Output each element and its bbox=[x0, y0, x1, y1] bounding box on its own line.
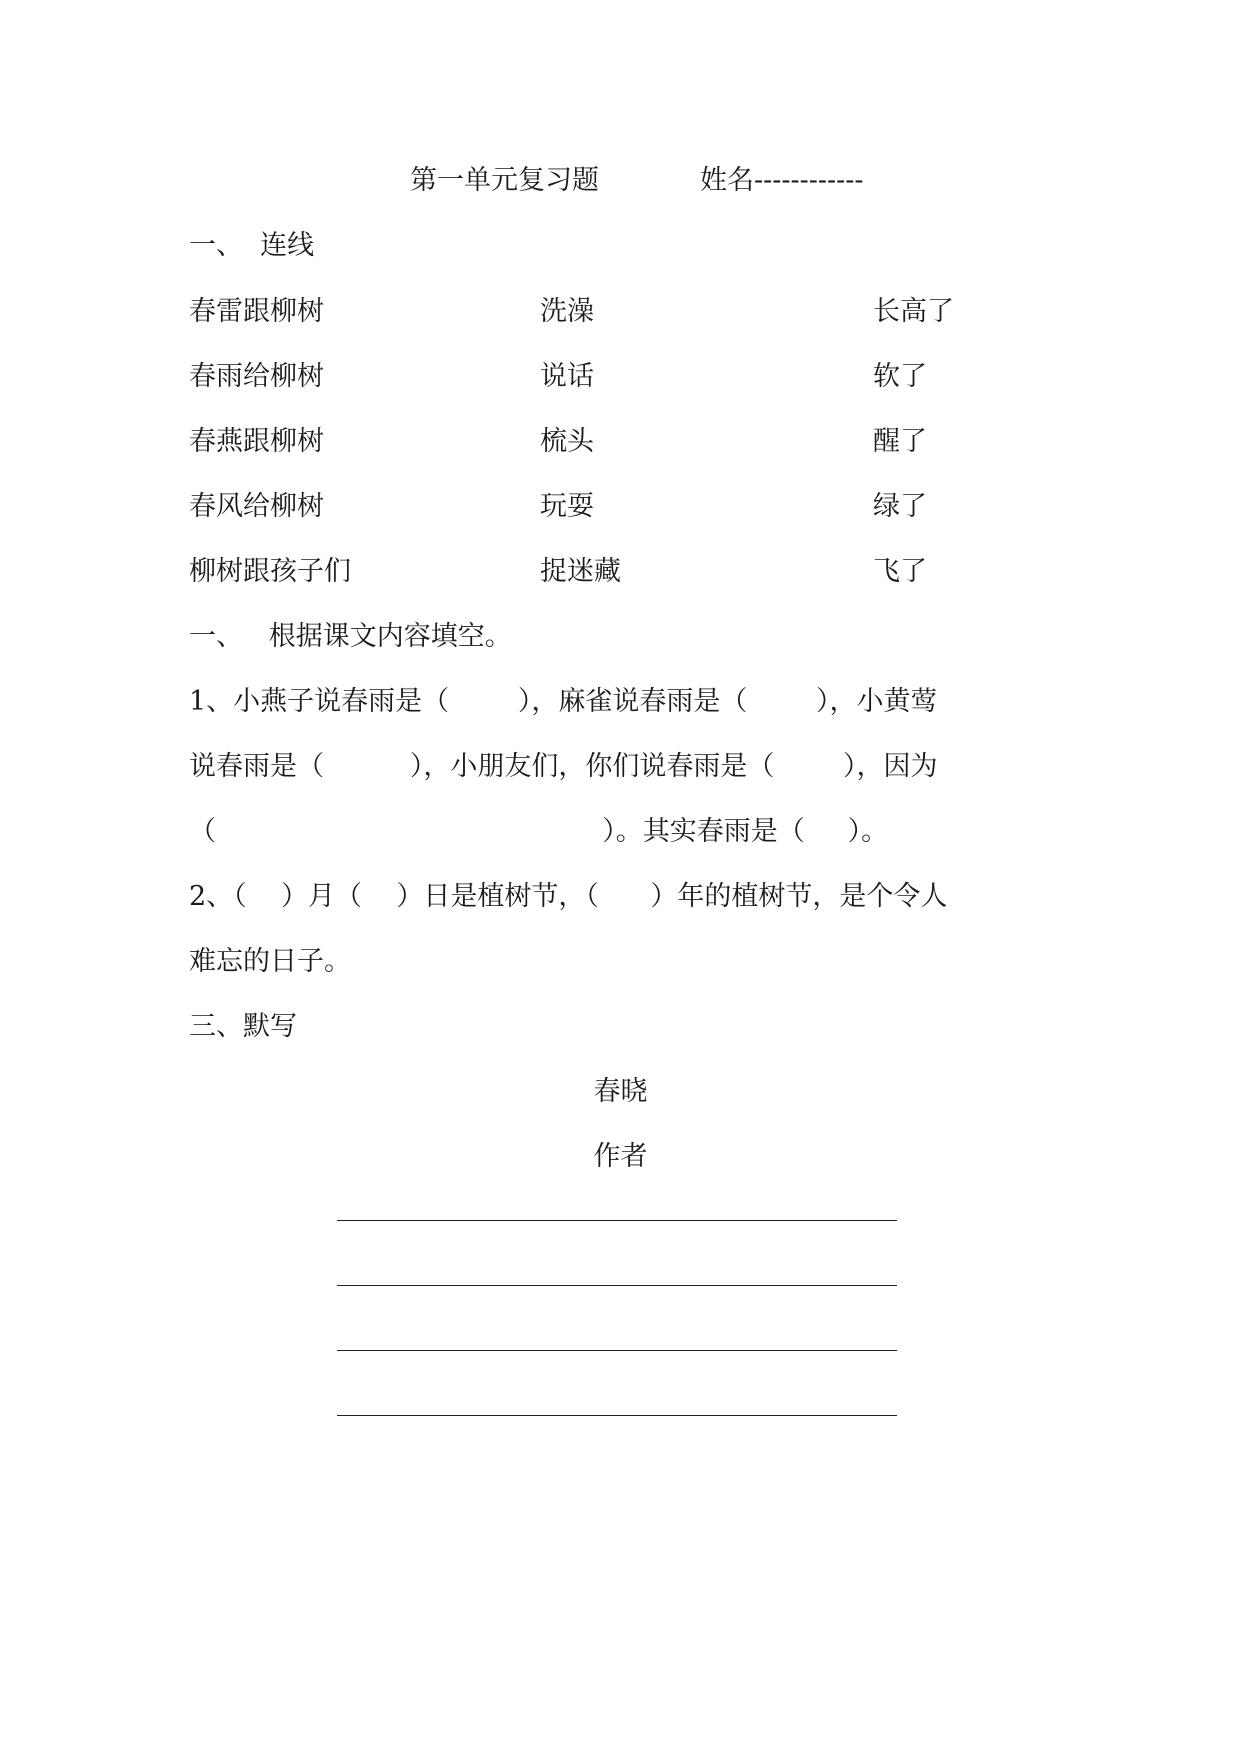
match-action: 捉迷藏 bbox=[540, 556, 621, 587]
section2-heading: 一、 根据课文内容填空。 bbox=[189, 621, 512, 652]
question2-line1: 2、（ ）月（ ）日是植树节，（ ）年的植树节，是个令人 bbox=[189, 881, 948, 912]
question1-line2: 说春雨是（ ），小朋友们，你们说春雨是（ ），因为 bbox=[189, 751, 938, 782]
match-result: 飞了 bbox=[873, 556, 927, 587]
page-title: 第一单元复习题 bbox=[410, 165, 599, 196]
writing-line[interactable] bbox=[337, 1220, 897, 1221]
match-subject: 柳树跟孩子们 bbox=[189, 556, 351, 587]
match-subject: 春雷跟柳树 bbox=[189, 296, 324, 327]
match-action: 洗澡 bbox=[540, 296, 594, 327]
author-label: 作者 bbox=[593, 1141, 648, 1172]
writing-line[interactable] bbox=[337, 1285, 897, 1286]
name-field-label: 姓名------------ bbox=[700, 165, 864, 196]
section3-heading: 三、默写 bbox=[189, 1011, 297, 1042]
match-result: 醒了 bbox=[873, 426, 927, 457]
question1-line3: （ ）。其实春雨是（ ）。 bbox=[189, 816, 889, 847]
question1-line1: 1、小燕子说春雨是（ ），麻雀说春雨是（ ），小黄莺 bbox=[189, 686, 938, 717]
match-subject: 春燕跟柳树 bbox=[189, 426, 324, 457]
section1-heading: 一、 连线 bbox=[189, 230, 315, 261]
writing-line[interactable] bbox=[337, 1415, 897, 1416]
match-subject: 春风给柳树 bbox=[189, 491, 324, 522]
match-result: 长高了 bbox=[873, 296, 954, 327]
poem-title: 春晓 bbox=[593, 1076, 648, 1107]
match-subject: 春雨给柳树 bbox=[189, 361, 324, 392]
match-action: 玩耍 bbox=[540, 491, 594, 522]
match-action: 梳头 bbox=[540, 426, 594, 457]
match-result: 软了 bbox=[873, 361, 927, 392]
writing-line[interactable] bbox=[337, 1350, 897, 1351]
question2-line2: 难忘的日子。 bbox=[189, 946, 351, 977]
match-action: 说话 bbox=[540, 361, 594, 392]
match-result: 绿了 bbox=[873, 491, 927, 522]
